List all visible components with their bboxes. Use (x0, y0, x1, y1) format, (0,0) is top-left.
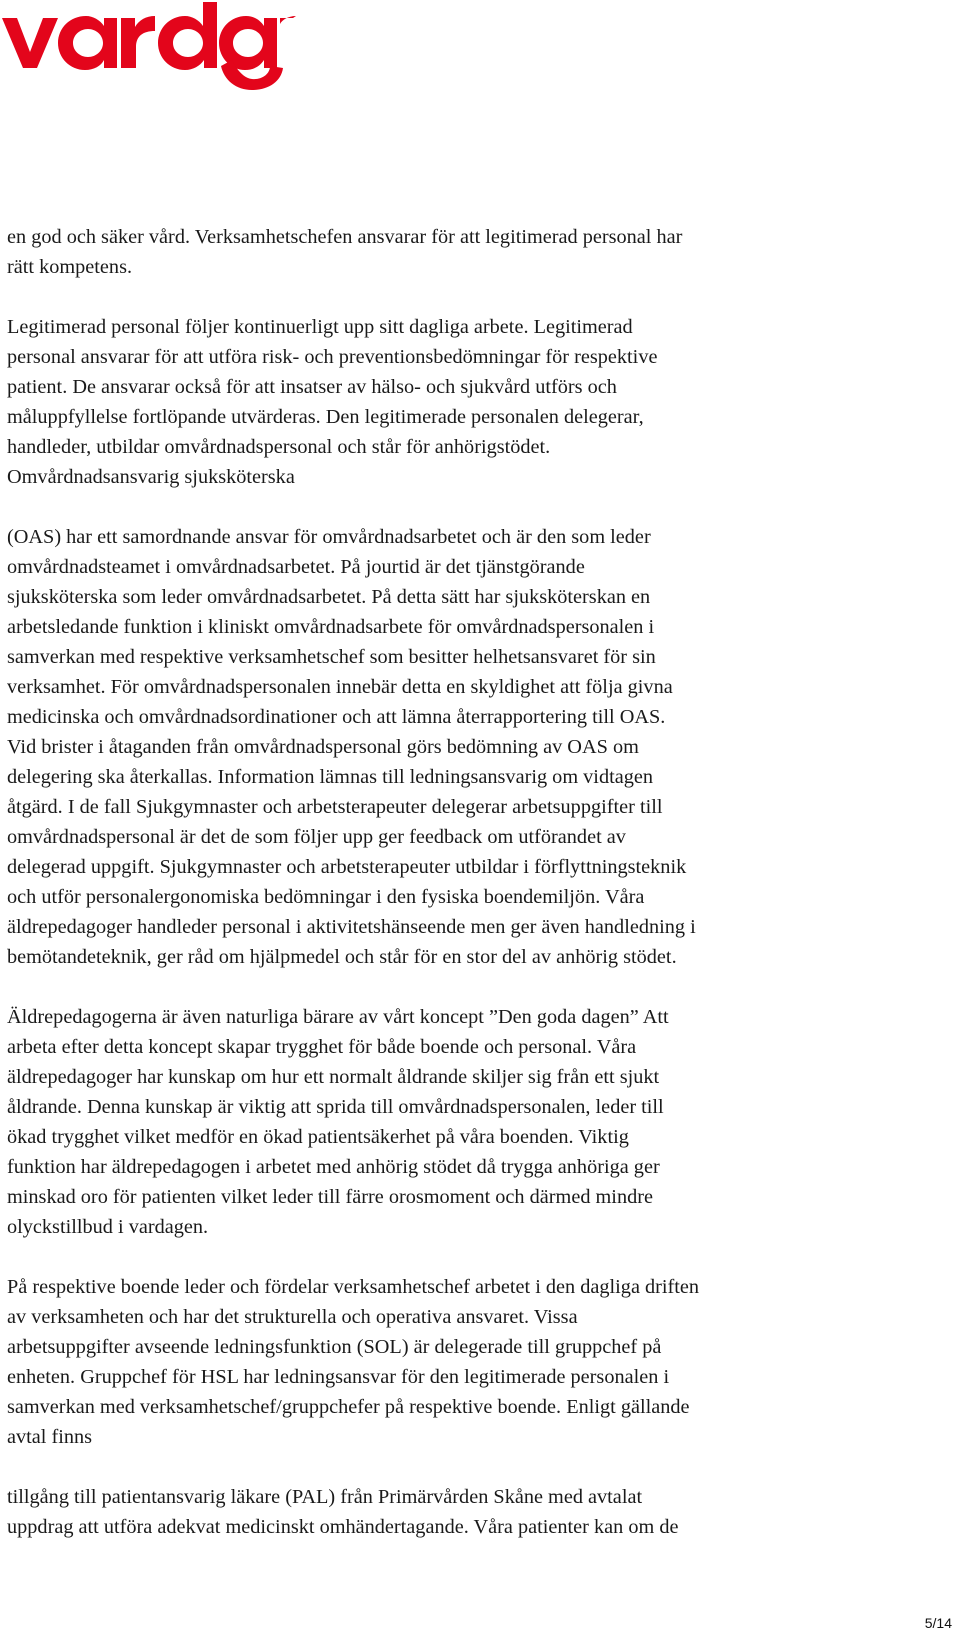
text-line: minskad oro för patienten vilket leder till färre orosmoment och därmed mindre (7, 1186, 653, 1208)
text-line: Vid brister i åtaganden från omvårdnadspersonal görs bedömning av OAS om (7, 736, 639, 758)
text-line: uppdrag att utföra adekvat medicinskt omhändertagande. Våra patienter kan om de (7, 1516, 679, 1538)
text-line: tillgång till patientansvarig läkare (PAL) från Primärvården Skåne med avtalat (7, 1486, 643, 1508)
text-line: verksamhet. För omvårdnadspersonalen innebär detta en skyldighet att följa givna (7, 676, 673, 698)
text-line: omvårdnadsteamet i omvårdnadsarbetet. På jourtid är det tjänstgörande (7, 556, 585, 578)
text-line: Legitimerad personal följer kontinuerligt upp sitt dagliga arbete. Legitimerad (7, 316, 633, 338)
text-line: samverkan med verksamhetschef/gruppchefer på respektive boende. Enligt gällande (7, 1396, 690, 1418)
paragraph (7, 1482, 955, 1542)
text-line: olyckstillbud i vardagen. (7, 1216, 209, 1238)
text-line: bemötandeteknik, ger råd om hjälpmedel och står för en stor del av anhörig stödet. (7, 946, 677, 968)
paragraph-spacer (7, 492, 955, 522)
text-line: arbetsuppgifter avseende ledningsfunktion (SOL) är delegerade till gruppchef på (7, 1336, 662, 1358)
paragraph (7, 312, 955, 492)
text-line: och utför personalergonomiska bedömningar i den fysiska boendemiljön. Våra (7, 886, 645, 908)
text-line: enheten. Gruppchef för HSL har ledningsansvar för den legitimerade personalen i (7, 1366, 670, 1388)
text-line: måluppfyllelse fortlöpande utvärderas. Den legitimerade personalen delegerar, (7, 406, 644, 428)
paragraph-spacer (7, 972, 955, 1002)
text-line: ökad trygghet vilket medför en ökad patientsäkerhet på våra boenden. Viktig (7, 1126, 629, 1148)
text-line: åtgärd. I de fall Sjukgymnaster och arbetsterapeuter delegerar arbetsuppgifter till (7, 796, 663, 818)
text-line: funktion har äldrepedagogen i arbetet med anhörig stödet då trygga anhöriga ger (7, 1156, 660, 1178)
text-line: patient. De ansvarar också för att insatser av hälso- och sjukvård utförs och (7, 376, 617, 398)
vardaga-logo-graphic (0, 0, 310, 90)
paragraph (7, 522, 955, 972)
text-line: På respektive boende leder och fördelar verksamhetschef arbetet i den dagliga driften (7, 1276, 700, 1298)
text-line: delegerad uppgift. Sjukgymnaster och arbetsterapeuter utbildar i förflyttningsteknik (7, 856, 687, 878)
paragraph-spacer (7, 282, 955, 312)
text-line: omvårdnadspersonal är det de som följer upp ger feedback om utförandet av (7, 826, 626, 848)
paragraph (7, 1272, 955, 1452)
text-line: arbeta efter detta koncept skapar trygghet för både boende och personal. Våra (7, 1036, 637, 1058)
text-line: äldrepedagoger handleder personal i aktivitetshänseende men ger även handledning i (7, 916, 696, 938)
paragraph (7, 1002, 955, 1242)
page-number: 5/14 (924, 1615, 952, 1631)
text-line: personal ansvarar för att utföra risk- och preventionsbedömningar för respektive (7, 346, 658, 368)
text-line: delegering ska återkallas. Information lämnas till ledningsansvarig om vidtagen (7, 766, 653, 788)
text-line: handleder, utbildar omvårdnadspersonal och står för anhörigstödet. (7, 436, 551, 458)
text-line: samverkan med respektive verksamhetschef som besitter helhetsansvaret för sin (7, 646, 656, 668)
text-line: äldrepedagoger har kunskap om hur ett normalt åldrande skiljer sig från ett sjukt (7, 1066, 660, 1088)
text-line: Äldrepedagogerna är även naturliga bärare av vårt koncept ”Den goda dagen” Att (7, 1006, 669, 1028)
text-line: Omvårdnadsansvarig sjuksköterska (7, 466, 295, 488)
text-line: av verksamheten och har det strukturella och operativa ansvaret. Vissa (7, 1306, 578, 1328)
text-line: en god och säker vård. Verksamhetschefen ansvarar för att legitimerad personal har (7, 226, 683, 248)
text-line: medicinska och omvårdnadsordinationer och att lämna återrapportering till OAS. (7, 706, 666, 728)
text-line: arbetsledande funktion i kliniskt omvårdnadsarbete för omvårdnadspersonalen i (7, 616, 655, 638)
text-line: sjuksköterska som leder omvårdnadsarbetet. På detta sätt har sjuksköterskan en (7, 586, 651, 608)
paragraph-spacer (7, 1452, 955, 1482)
text-line: avtal finns (7, 1426, 93, 1448)
text-line: rätt kompetens. (7, 256, 133, 278)
document-body (7, 222, 955, 1542)
text-line: (OAS) har ett samordnande ansvar för omvårdnadsarbetet och är den som leder (7, 526, 651, 548)
paragraph-spacer (7, 1242, 955, 1272)
paragraph (7, 222, 955, 282)
vardaga-logo (0, 0, 310, 90)
text-line: åldrande. Denna kunskap är viktig att sprida till omvårdnadspersonalen, leder till (7, 1096, 664, 1118)
